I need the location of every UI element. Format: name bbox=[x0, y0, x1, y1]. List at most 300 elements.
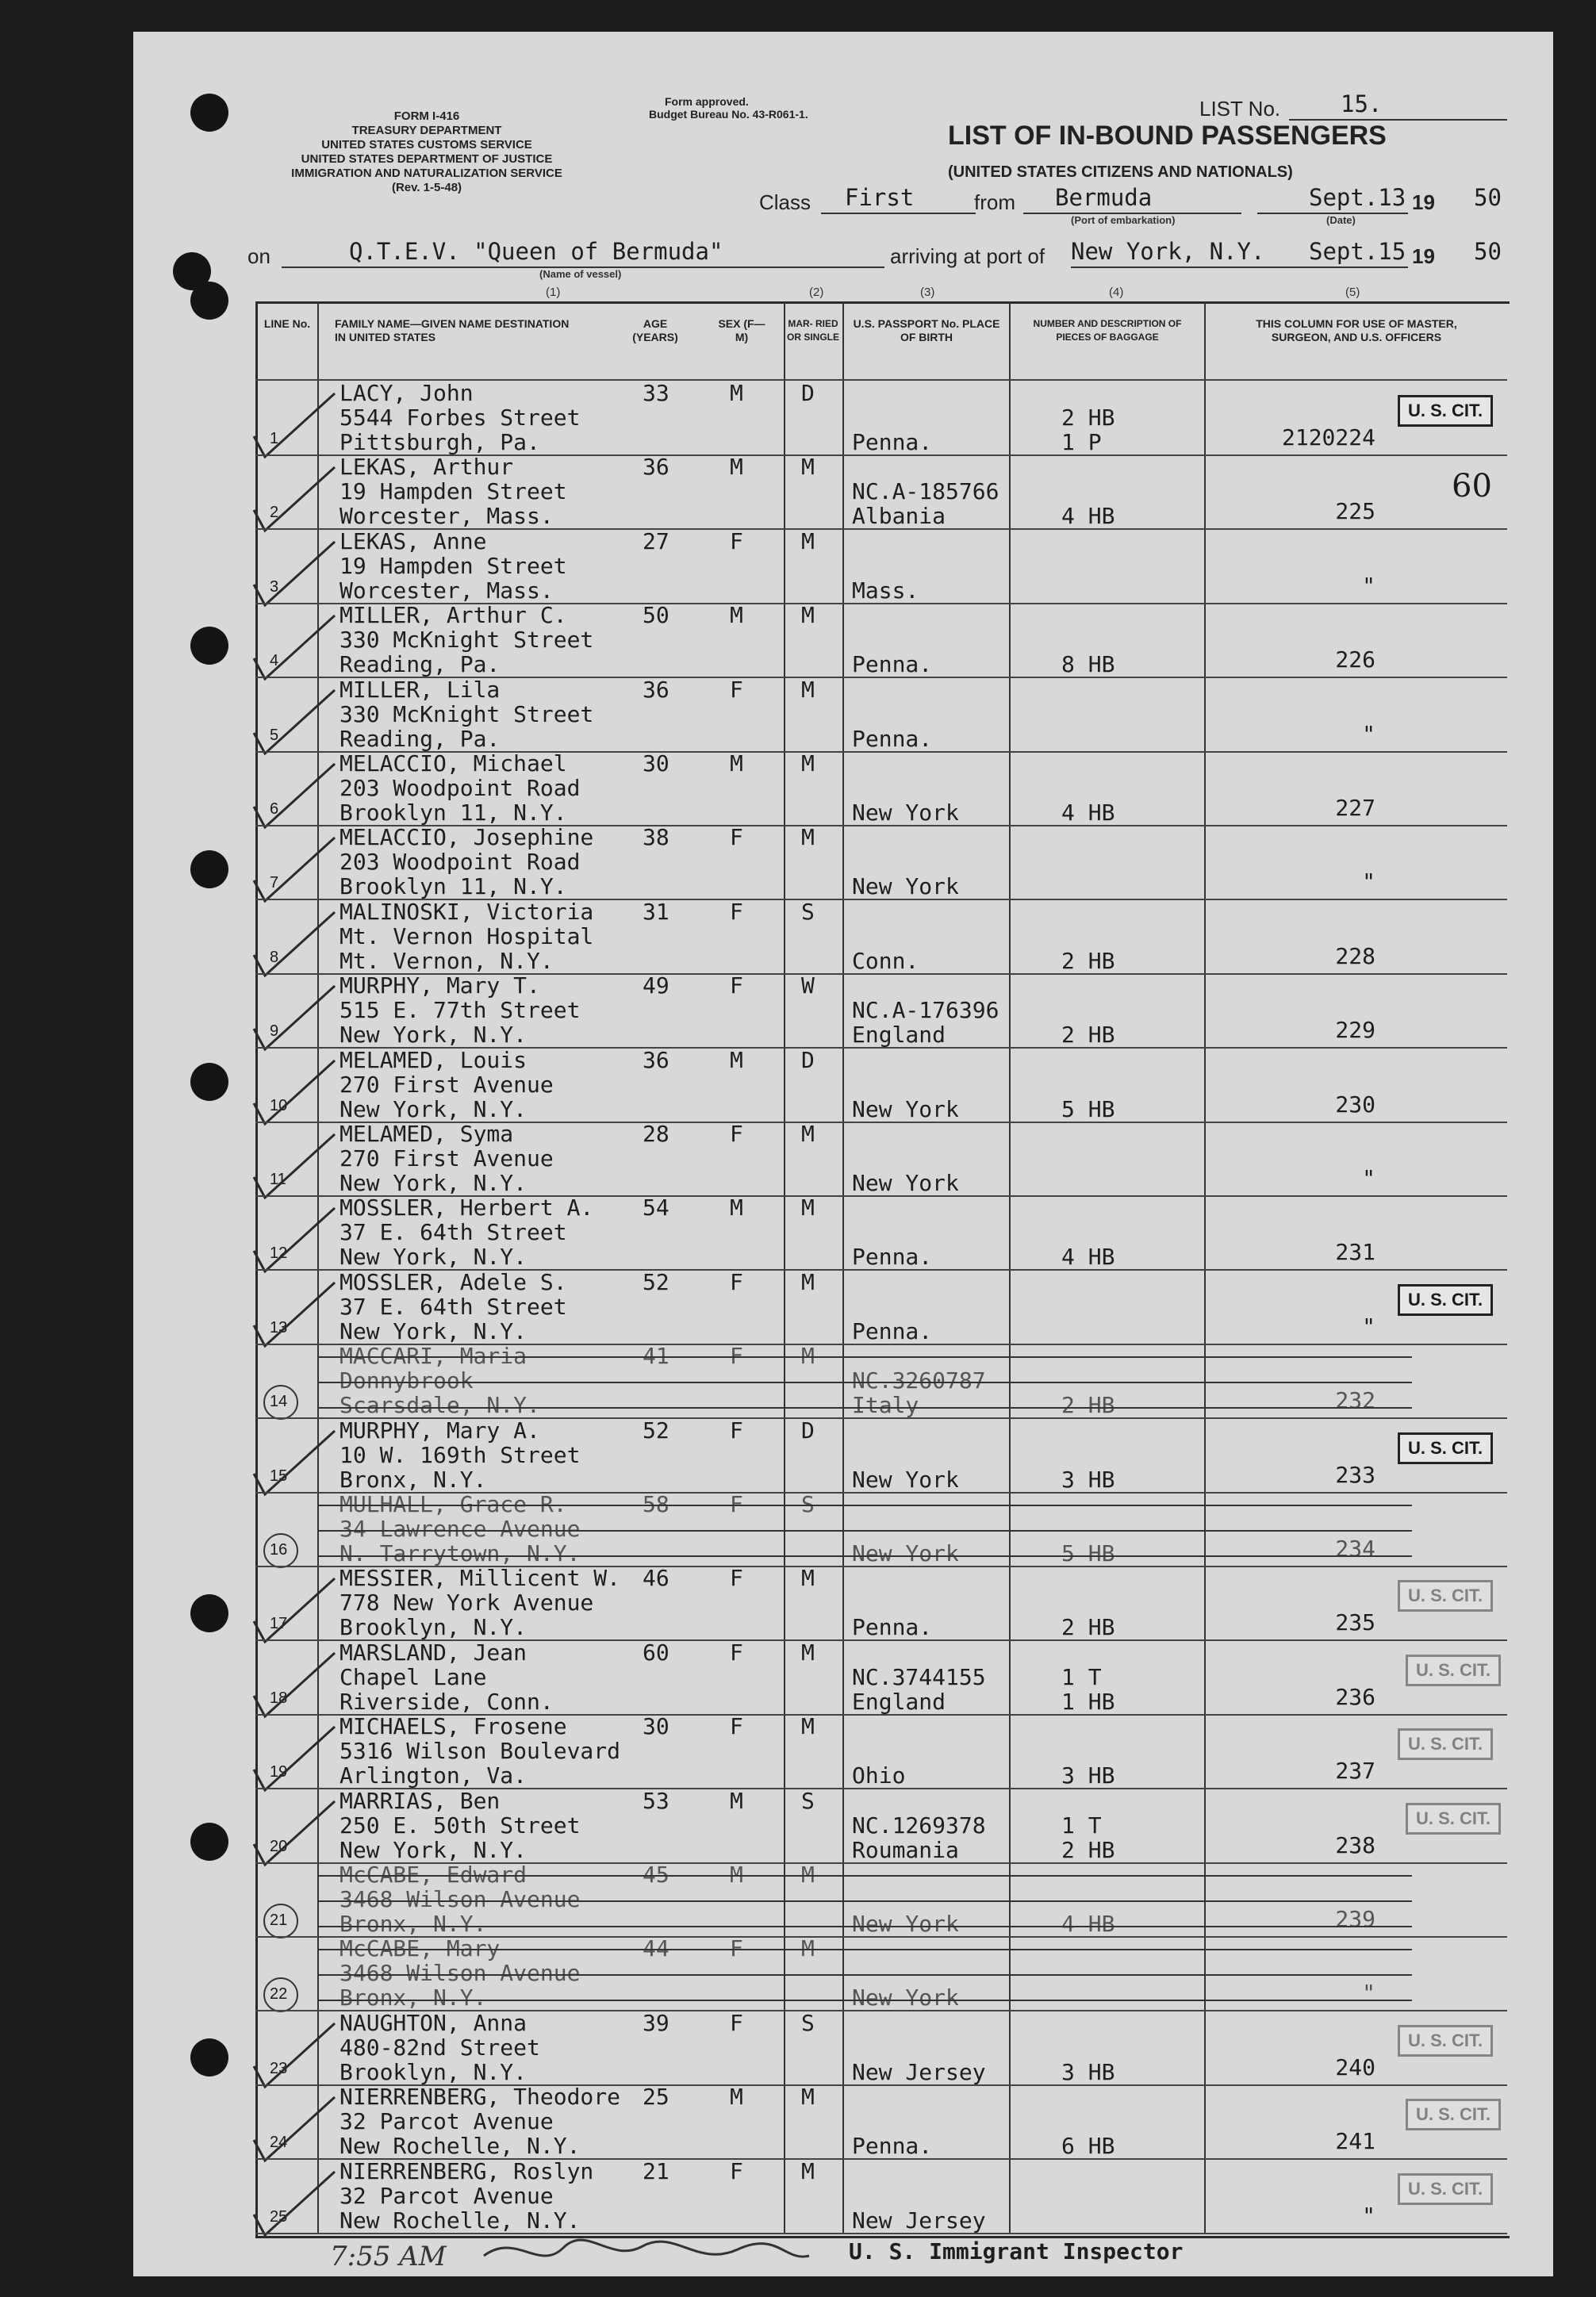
passenger-name: NIERRENBERG, Roslyn bbox=[340, 2158, 594, 2184]
age: 39 bbox=[643, 2010, 669, 2036]
line-number: 14 bbox=[270, 1393, 288, 1410]
passenger-name: MILLER, Arthur C. bbox=[340, 602, 567, 628]
address-city: New York, N.Y. bbox=[340, 1170, 528, 1196]
sex: F bbox=[730, 1269, 743, 1295]
age: 21 bbox=[643, 2158, 669, 2184]
sex: M bbox=[730, 1788, 743, 1814]
binder-hole bbox=[190, 1594, 228, 1632]
line-number: 15 bbox=[270, 1467, 288, 1485]
address-city: Pittsburgh, Pa. bbox=[340, 429, 540, 455]
table-row bbox=[255, 454, 1507, 529]
marital-status: M bbox=[801, 528, 815, 554]
officer-entry: 240 bbox=[1335, 2054, 1375, 2080]
binder-hole bbox=[190, 2038, 228, 2077]
us-cit-stamp: U. S. CIT. bbox=[1406, 1655, 1501, 1686]
place-of-birth: New York bbox=[852, 1984, 959, 2011]
officer-entry: " bbox=[1362, 2203, 1375, 2229]
officer-entry: 234 bbox=[1335, 1536, 1375, 1562]
officer-entry: 229 bbox=[1335, 1017, 1375, 1043]
binder-hole bbox=[190, 94, 228, 132]
age: 54 bbox=[643, 1195, 669, 1221]
baggage-line2: 2 HB bbox=[1061, 1837, 1115, 1863]
sex: M bbox=[730, 1047, 743, 1073]
table-row bbox=[255, 751, 1507, 826]
us-cit-stamp: U. S. CIT. bbox=[1398, 1580, 1493, 1612]
table-row bbox=[255, 2011, 1507, 2085]
departure-year: 50 bbox=[1474, 184, 1502, 211]
baggage-line2: 5 HB bbox=[1061, 1540, 1115, 1566]
arrival-port: New York, N.Y. bbox=[1071, 238, 1265, 265]
passenger-name: MELACCIO, Josephine bbox=[340, 824, 594, 850]
signature-time: 7:55 AM bbox=[330, 2241, 447, 2272]
us-cit-stamp: U. S. CIT. bbox=[1398, 1432, 1493, 1464]
service-name: IMMIGRATION AND NATURALIZATION SERVICE bbox=[291, 167, 562, 180]
line-number: 19 bbox=[270, 1763, 288, 1781]
officer-entry: 226 bbox=[1335, 646, 1375, 673]
baggage-line2: 1 HB bbox=[1061, 1689, 1115, 1715]
age: 27 bbox=[643, 528, 669, 554]
sex: M bbox=[730, 1862, 743, 1888]
sex: M bbox=[730, 454, 743, 480]
address-line: 5316 Wilson Boulevard bbox=[340, 1738, 621, 1764]
passport-number: NC.A-176396 bbox=[852, 997, 999, 1023]
baggage-line2: 3 HB bbox=[1061, 2059, 1115, 2085]
line-number: 16 bbox=[270, 1541, 288, 1559]
table-row bbox=[255, 529, 1507, 604]
age: 25 bbox=[643, 2084, 669, 2110]
document-subtitle: (UNITED STATES CITIZENS AND NATIONALS) bbox=[948, 163, 1293, 181]
passenger-name: MULHALL, Grace R. bbox=[340, 1491, 567, 1517]
officer-entry: " bbox=[1362, 1165, 1375, 1191]
place-of-birth: Roumania bbox=[852, 1837, 959, 1863]
place-of-birth: New York bbox=[852, 1911, 959, 1937]
sex: F bbox=[730, 1713, 743, 1739]
address-city: Mt. Vernon, N.Y. bbox=[340, 948, 554, 974]
marital-status: S bbox=[801, 899, 815, 925]
officer-entry: 227 bbox=[1335, 795, 1375, 821]
baggage-line2: 8 HB bbox=[1061, 651, 1115, 677]
passenger-name: MICHAELS, Frosene bbox=[340, 1713, 567, 1739]
passenger-name: MURPHY, Mary T. bbox=[340, 972, 540, 999]
age: 33 bbox=[643, 380, 669, 406]
marital-status: M bbox=[801, 824, 815, 850]
marital-status: M bbox=[801, 1195, 815, 1221]
age: 46 bbox=[643, 1565, 669, 1591]
table-row bbox=[255, 1048, 1507, 1122]
sex: F bbox=[730, 972, 743, 999]
address-line: 37 E. 64th Street bbox=[340, 1294, 567, 1320]
age: 60 bbox=[643, 1639, 669, 1666]
header-sex: SEX (F—M) bbox=[718, 317, 765, 343]
table-row bbox=[255, 2084, 1507, 2159]
baggage-line2: 6 HB bbox=[1061, 2133, 1115, 2159]
place-of-birth: England bbox=[852, 1689, 946, 1715]
address-city: Worcester, Mass. bbox=[340, 577, 554, 604]
class-value: First bbox=[845, 184, 915, 211]
circled-line-number bbox=[263, 1977, 298, 2012]
line-number: 22 bbox=[270, 1985, 288, 2003]
age: 36 bbox=[643, 677, 669, 703]
circled-line-number bbox=[263, 1533, 298, 1568]
address-line: 270 First Avenue bbox=[340, 1072, 554, 1098]
address-line: 19 Hampden Street bbox=[340, 478, 567, 504]
column-number: (2) bbox=[809, 286, 824, 299]
marital-status: M bbox=[801, 1862, 815, 1888]
sex: F bbox=[730, 2158, 743, 2184]
baggage-line2: 2 HB bbox=[1061, 1614, 1115, 1640]
marital-status: D bbox=[801, 1047, 815, 1073]
sex: F bbox=[730, 2010, 743, 2036]
binder-hole bbox=[190, 1063, 228, 1101]
table-row bbox=[255, 1344, 1507, 1418]
age: 53 bbox=[643, 1788, 669, 1814]
age: 36 bbox=[643, 454, 669, 480]
baggage-line2: 4 HB bbox=[1061, 1244, 1115, 1270]
marital-status: S bbox=[801, 1491, 815, 1517]
passenger-name: LACY, John bbox=[340, 380, 474, 406]
us-cit-stamp: U. S. CIT. bbox=[1398, 395, 1493, 427]
address-city: New Rochelle, N.Y. bbox=[340, 2207, 581, 2234]
place-of-birth: Penna. bbox=[852, 651, 933, 677]
arriving-label: arriving at port of bbox=[890, 244, 1045, 268]
strikethrough-line bbox=[319, 1900, 1412, 1902]
on-label: on bbox=[247, 244, 270, 268]
us-cit-stamp: U. S. CIT. bbox=[1406, 1803, 1501, 1835]
place-of-birth: Italy bbox=[852, 1392, 919, 1418]
baggage-line2: 1 P bbox=[1061, 429, 1102, 455]
baggage-line2: 3 HB bbox=[1061, 1467, 1115, 1493]
address-city: New York, N.Y. bbox=[340, 1096, 528, 1122]
address-line: 3468 Wilson Avenue bbox=[340, 1960, 581, 1986]
place-of-birth: New Jersey bbox=[852, 2207, 986, 2234]
address-line: 270 First Avenue bbox=[340, 1145, 554, 1172]
port-caption: (Port of embarkation) bbox=[1071, 214, 1176, 226]
passenger-name: LEKAS, Arthur bbox=[340, 454, 514, 480]
address-city: New York, N.Y. bbox=[340, 1022, 528, 1048]
line-number: 7 bbox=[270, 874, 279, 892]
baggage-line1: 2 HB bbox=[1061, 405, 1115, 431]
address-line: 10 W. 169th Street bbox=[340, 1442, 581, 1468]
place-of-birth: Penna. bbox=[852, 1244, 933, 1270]
marital-status: S bbox=[801, 1788, 815, 1814]
marital-status: S bbox=[801, 2010, 815, 2036]
table-row bbox=[255, 1714, 1507, 1789]
baggage-line2: 3 HB bbox=[1061, 1762, 1115, 1789]
strikethrough-line bbox=[319, 1505, 1412, 1506]
baggage-line2: 4 HB bbox=[1061, 1911, 1115, 1937]
officer-entry: " bbox=[1362, 721, 1375, 747]
age: 52 bbox=[643, 1417, 669, 1444]
margin-note: 60 bbox=[1452, 468, 1492, 504]
passenger-name: MACCARI, Maria bbox=[340, 1343, 528, 1369]
table-row bbox=[255, 1862, 1507, 1937]
list-number: 15. bbox=[1341, 90, 1383, 117]
officer-entry: 235 bbox=[1335, 1609, 1375, 1636]
year-prefix: 19 bbox=[1412, 190, 1435, 214]
passenger-name: MOSSLER, Adele S. bbox=[340, 1269, 567, 1295]
sex: F bbox=[730, 1565, 743, 1591]
place-of-birth: Penna. bbox=[852, 2133, 933, 2159]
line-number: 8 bbox=[270, 949, 279, 966]
header-name: FAMILY NAME—GIVEN NAME DESTINATION IN UNITED STATES bbox=[335, 317, 570, 343]
officer-entry: " bbox=[1362, 1313, 1375, 1340]
vessel-caption: (Name of vessel) bbox=[539, 268, 622, 280]
address-line: 32 Parcot Avenue bbox=[340, 2108, 554, 2134]
marital-status: M bbox=[801, 1343, 815, 1369]
column-number: (5) bbox=[1345, 286, 1360, 299]
baggage-line2: 5 HB bbox=[1061, 1096, 1115, 1122]
address-line: 5544 Forbes Street bbox=[340, 405, 581, 431]
address-line: 19 Hampden Street bbox=[340, 553, 567, 579]
address-line: 778 New York Avenue bbox=[340, 1589, 594, 1616]
sex: M bbox=[730, 380, 743, 406]
table-row bbox=[255, 381, 1507, 455]
service-name: UNITED STATES CUSTOMS SERVICE bbox=[321, 138, 532, 151]
header-age: AGE (YEARS) bbox=[632, 317, 678, 343]
age: 50 bbox=[643, 602, 669, 628]
strikethrough-line bbox=[319, 1926, 1412, 1927]
sex: F bbox=[730, 528, 743, 554]
place-of-birth: Penna. bbox=[852, 429, 933, 455]
circled-line-number bbox=[263, 1904, 298, 1938]
table-row bbox=[255, 1270, 1507, 1344]
address-city: Scarsdale, N.Y. bbox=[340, 1392, 540, 1418]
place-of-birth: Penna. bbox=[852, 726, 933, 752]
circled-line-number bbox=[263, 1385, 298, 1420]
address-city: Brooklyn 11, N.Y. bbox=[340, 873, 567, 899]
address-line: 37 E. 64th Street bbox=[340, 1219, 567, 1245]
passenger-name: MARSLAND, Jean bbox=[340, 1639, 528, 1666]
place-of-birth: New York bbox=[852, 1170, 959, 1196]
address-city: Reading, Pa. bbox=[340, 651, 501, 677]
address-line: 330 McKnight Street bbox=[340, 627, 594, 653]
column-number: (4) bbox=[1109, 286, 1124, 299]
header-passport: U.S. PASSPORT No. PLACE OF BIRTH bbox=[853, 317, 1000, 343]
address-city: Bronx, N.Y. bbox=[340, 1467, 487, 1493]
sex: F bbox=[730, 1343, 743, 1369]
header-baggage: NUMBER AND DESCRIPTION OF PIECES OF BAGGAGE bbox=[1033, 318, 1182, 343]
us-cit-stamp: U. S. CIT. bbox=[1398, 1284, 1493, 1316]
address-line: 34 Lawrence Avenue bbox=[340, 1516, 581, 1542]
marital-status: M bbox=[801, 1269, 815, 1295]
age: 36 bbox=[643, 1047, 669, 1073]
document-title: LIST OF IN-BOUND PASSENGERS bbox=[948, 121, 1387, 151]
strikethrough-line bbox=[319, 2000, 1412, 2001]
passenger-name: MALINOSKI, Victoria bbox=[340, 899, 594, 925]
address-line: 203 Woodpoint Road bbox=[340, 849, 581, 875]
table-row bbox=[255, 1492, 1507, 1566]
line-number: 1 bbox=[270, 430, 279, 447]
age: 30 bbox=[643, 750, 669, 777]
age: 44 bbox=[643, 1935, 669, 1961]
marital-status: D bbox=[801, 1417, 815, 1444]
officer-entry: 237 bbox=[1335, 1758, 1375, 1784]
baggage-line2: 2 HB bbox=[1061, 1392, 1115, 1418]
place-of-birth: New York bbox=[852, 873, 959, 899]
strikethrough-line bbox=[319, 1407, 1412, 1409]
address-city: New York, N.Y. bbox=[340, 1837, 528, 1863]
age: 52 bbox=[643, 1269, 669, 1295]
revision-date: (Rev. 1-5-48) bbox=[391, 181, 462, 194]
table-row bbox=[255, 1936, 1507, 2011]
officer-entry: 225 bbox=[1335, 498, 1375, 524]
agency-header bbox=[252, 109, 601, 195]
address-city: Arlington, Va. bbox=[340, 1762, 528, 1789]
age: 31 bbox=[643, 899, 669, 925]
header-married: MAR- RIED OR SINGLE bbox=[787, 318, 840, 343]
binder-hole bbox=[190, 850, 228, 888]
inspector-signature-line: U. S. Immigrant Inspector bbox=[849, 2238, 1184, 2264]
place-of-birth: Ohio bbox=[852, 1762, 906, 1789]
officer-entry: 232 bbox=[1335, 1387, 1375, 1413]
strikethrough-line bbox=[319, 1875, 1412, 1877]
age: 41 bbox=[643, 1343, 669, 1369]
address-line: 480-82nd Street bbox=[340, 2034, 540, 2061]
baggage-line2: 2 HB bbox=[1061, 948, 1115, 974]
marital-status: M bbox=[801, 602, 815, 628]
marital-status: M bbox=[801, 1639, 815, 1666]
officer-entry: 228 bbox=[1335, 943, 1375, 969]
baggage-line2: 2 HB bbox=[1061, 1022, 1115, 1048]
place-of-birth: Penna. bbox=[852, 1318, 933, 1344]
line-number: 6 bbox=[270, 800, 279, 818]
age: 30 bbox=[643, 1713, 669, 1739]
sex: F bbox=[730, 1935, 743, 1961]
address-line: 3468 Wilson Avenue bbox=[340, 1886, 581, 1912]
line-number: 17 bbox=[270, 1615, 288, 1632]
age: 38 bbox=[643, 824, 669, 850]
address-city: Reading, Pa. bbox=[340, 726, 501, 752]
sex: F bbox=[730, 1121, 743, 1147]
date-caption: (Date) bbox=[1326, 214, 1356, 226]
us-cit-stamp: U. S. CIT. bbox=[1398, 2173, 1493, 2205]
address-line: 203 Woodpoint Road bbox=[340, 775, 581, 801]
table-row bbox=[255, 899, 1507, 974]
binder-hole bbox=[190, 282, 228, 320]
officer-entry: " bbox=[1362, 1980, 1375, 2006]
department-name: TREASURY DEPARTMENT bbox=[351, 124, 502, 137]
place-of-birth: New Jersey bbox=[852, 2059, 986, 2085]
address-line: Chapel Lane bbox=[340, 1664, 487, 1690]
passenger-name: LEKAS, Anne bbox=[340, 528, 487, 554]
passenger-name: MELAMED, Syma bbox=[340, 1121, 514, 1147]
table-row bbox=[255, 1418, 1507, 1493]
address-city: New Rochelle, N.Y. bbox=[340, 2133, 581, 2159]
arrival-date: Sept.15 bbox=[1309, 238, 1406, 265]
place-of-birth: Albania bbox=[852, 503, 946, 529]
line-number: 2 bbox=[270, 504, 279, 521]
place-of-birth: Mass. bbox=[852, 577, 919, 604]
marital-status: M bbox=[801, 750, 815, 777]
strikethrough-line bbox=[319, 1382, 1412, 1383]
line-number: 12 bbox=[270, 1244, 288, 1262]
passport-number: NC.3744155 bbox=[852, 1664, 986, 1690]
passenger-name: McCABE, Edward bbox=[340, 1862, 528, 1888]
baggage-line2: 4 HB bbox=[1061, 503, 1115, 529]
line-number: 24 bbox=[270, 2134, 288, 2151]
sex: F bbox=[730, 1417, 743, 1444]
header-line-no: LINE No. bbox=[263, 317, 311, 330]
table-row bbox=[255, 2159, 1507, 2234]
marital-status: M bbox=[801, 1935, 815, 1961]
address-city: N. Tarrytown, N.Y. bbox=[340, 1540, 581, 1566]
sex: M bbox=[730, 2084, 743, 2110]
port-of-embarkation: Bermuda bbox=[1055, 184, 1153, 211]
marital-status: M bbox=[801, 677, 815, 703]
binder-hole bbox=[190, 627, 228, 665]
sex: F bbox=[730, 824, 743, 850]
passenger-name: McCABE, Mary bbox=[340, 1935, 501, 1961]
us-cit-stamp: U. S. CIT. bbox=[1398, 1728, 1493, 1760]
address-city: Worcester, Mass. bbox=[340, 503, 554, 529]
passenger-name: NIERRENBERG, Theodore bbox=[340, 2084, 621, 2110]
departure-date: Sept.13 bbox=[1309, 184, 1406, 211]
passport-number: NC.3260787 bbox=[852, 1367, 986, 1394]
address-line: 330 McKnight Street bbox=[340, 701, 594, 727]
age: 49 bbox=[643, 972, 669, 999]
inspector-signature bbox=[325, 2224, 817, 2280]
address-line: Mt. Vernon Hospital bbox=[340, 923, 594, 949]
marital-status: M bbox=[801, 1713, 815, 1739]
line-number: 9 bbox=[270, 1022, 279, 1040]
passenger-name: NAUGHTON, Anna bbox=[340, 2010, 528, 2036]
table-row bbox=[255, 1122, 1507, 1196]
sex: F bbox=[730, 677, 743, 703]
age: 58 bbox=[643, 1491, 669, 1517]
marital-status: M bbox=[801, 2158, 815, 2184]
port-underline bbox=[1071, 267, 1408, 268]
passenger-name: MURPHY, Mary A. bbox=[340, 1417, 540, 1444]
sex: M bbox=[730, 1195, 743, 1221]
year-prefix: 19 bbox=[1412, 244, 1435, 268]
address-city: Bronx, N.Y. bbox=[340, 1984, 487, 2011]
strikethrough-line bbox=[319, 1974, 1412, 1976]
us-cit-stamp: U. S. CIT. bbox=[1406, 2099, 1501, 2130]
place-of-birth: Conn. bbox=[852, 948, 919, 974]
marital-status: M bbox=[801, 2084, 815, 2110]
marital-status: M bbox=[801, 1565, 815, 1591]
table-row bbox=[255, 1566, 1507, 1640]
place-of-birth: New York bbox=[852, 1540, 959, 1566]
line-number: 11 bbox=[270, 1171, 286, 1188]
marital-status: D bbox=[801, 380, 815, 406]
officer-entry: 236 bbox=[1335, 1684, 1375, 1710]
table-row bbox=[255, 1640, 1507, 1715]
officer-entry: 230 bbox=[1335, 1091, 1375, 1118]
sex: F bbox=[730, 899, 743, 925]
line-number: 10 bbox=[270, 1097, 288, 1114]
marital-status: M bbox=[801, 454, 815, 480]
address-line: 250 E. 50th Street bbox=[340, 1812, 581, 1839]
line-number: 18 bbox=[270, 1689, 288, 1707]
from-label: from bbox=[974, 190, 1015, 214]
line-number: 20 bbox=[270, 1838, 288, 1855]
department-name: UNITED STATES DEPARTMENT OF JUSTICE bbox=[301, 152, 553, 166]
passenger-name: MELACCIO, Michael bbox=[340, 750, 567, 777]
table-row bbox=[255, 1789, 1507, 1863]
place-of-birth: New York bbox=[852, 1096, 959, 1122]
column-number: (1) bbox=[546, 286, 561, 299]
line-number: 5 bbox=[270, 727, 279, 744]
age: 28 bbox=[643, 1121, 669, 1147]
officer-entry: 233 bbox=[1335, 1462, 1375, 1488]
table-row bbox=[255, 677, 1507, 752]
place-of-birth: Penna. bbox=[852, 1614, 933, 1640]
column-number: (3) bbox=[920, 286, 935, 299]
budget-bureau-no: Budget Bureau No. 43-R061-1. bbox=[649, 108, 808, 121]
officer-entry: 2120224 bbox=[1281, 424, 1375, 451]
binder-hole bbox=[190, 1823, 228, 1861]
